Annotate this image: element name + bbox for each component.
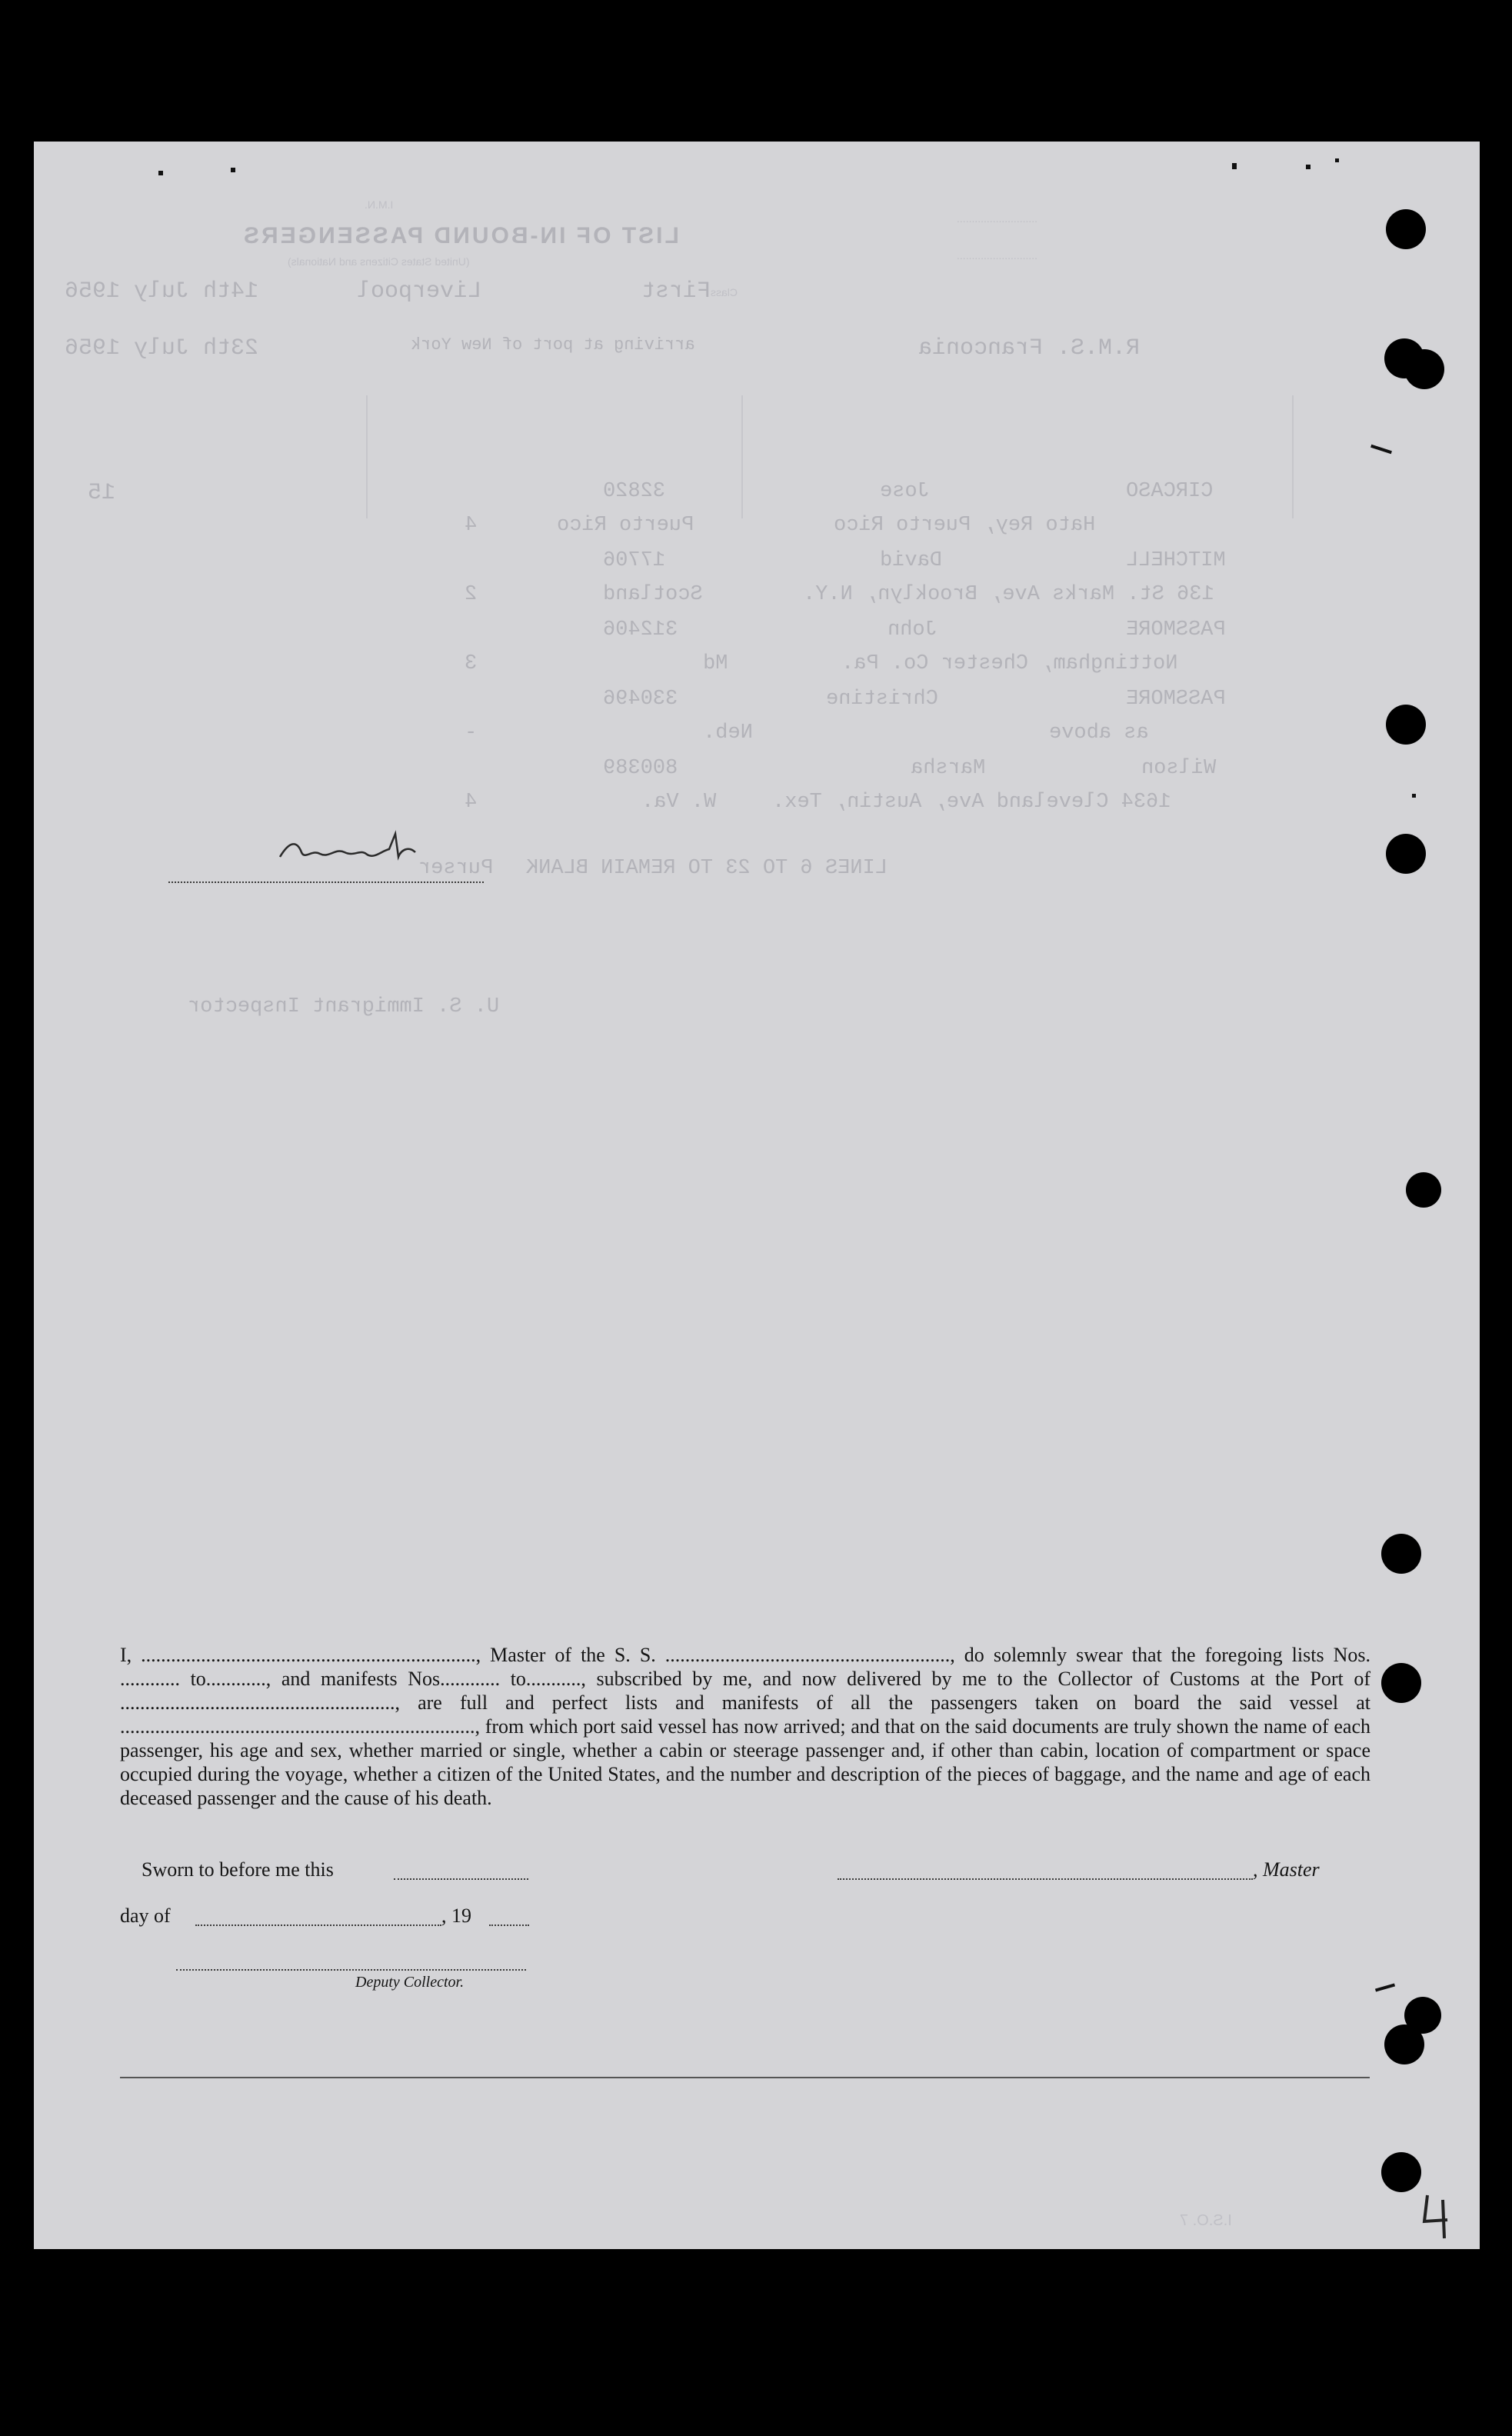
ghost-form-subheader: (United States Citizens and Nationals) (288, 255, 470, 268)
ghost-closing-note: LINES 6 TO 23 TO REMAIN BLANK (526, 857, 888, 880)
ghost-class-label: Class (711, 286, 738, 298)
day-of-line (195, 1924, 441, 1926)
speck (231, 168, 235, 172)
deputy-label: Deputy Collector. (355, 1974, 465, 1991)
master-signature-line (838, 1878, 1253, 1880)
sworn-label: Sworn to before me this (142, 1858, 334, 1881)
manifest-sheet (34, 142, 1480, 2249)
ghost-arriving-text: arriving at port of New York (411, 335, 695, 355)
punch-hole (1384, 2024, 1424, 2064)
punch-hole (1381, 1534, 1421, 1574)
oath-text: I, ..................................................................., Master of the S. S. ........................................................., do solemnly swear that the foregoing lists Nos. ............ to............, and manifests Nos............ to..........., subscribed by me, and now delivered by me to the Collector of Customs at the Port of ......................................................., are full and perfect lists and manifests of all the passengers taken on board the said vessel at ......................................................................., from which port said vessel has now arrived; and that on the said documents are truly shown the name of each passenger, his age and sex, whether married or single, whether a cabin or steerage passenger and, if other than cabin, location of compartment or space occupied during the voyage, whether a citizen of the United States, and the number and description of the pieces of baggage, and the name and age of each deceased passenger and the cause of his death. (120, 1644, 1370, 1809)
ghost-footer-code: I.S.O. 7 (1180, 2212, 1232, 2229)
ghost-row-3-surname: PASSMORE (1126, 618, 1226, 641)
sworn-date-line (394, 1878, 528, 1880)
ghost-row-5-surname: Wilson (1141, 757, 1217, 780)
ghost-row-5-count: 4 (465, 791, 478, 814)
ghost-row-4-given: Christine (826, 688, 938, 711)
speck (1306, 165, 1311, 169)
ghost-vessel-name: R.M.S. Franconia (918, 335, 1141, 362)
ghost-inspector-label: U. S. Immigrant Inspector (188, 995, 500, 1018)
ghost-row-5-number: 800389 (603, 757, 678, 780)
punch-hole (1381, 1663, 1421, 1703)
speck (1335, 158, 1339, 162)
year-line (489, 1924, 529, 1926)
deputy-signature-line (176, 1969, 526, 1971)
ghost-row-2-count: 2 (465, 583, 478, 606)
corner-pencil-mark (1417, 2189, 1463, 2243)
ghost-row-5-place: W. Va. (641, 791, 717, 814)
ghost-row-3-place: Md (703, 652, 728, 675)
ghost-form-header: LIST OF IN-BOUND PASSENGERS (241, 223, 679, 248)
speck (1412, 794, 1416, 798)
speck (1232, 163, 1237, 169)
speck (158, 171, 163, 175)
ghost-row-3-number: 312406 (603, 618, 678, 641)
ghost-row-1-count: 4 (465, 514, 478, 537)
ghost-row-2-address: 136 St. Marks Ave, Brooklyn, N.Y. (803, 583, 1214, 606)
punch-hole (1404, 349, 1444, 389)
ghost-departed-date: 14th July 1956 (65, 278, 259, 305)
punch-hole (1386, 705, 1426, 745)
speck (1370, 445, 1392, 454)
punch-hole (1386, 209, 1426, 249)
ghost-row-1-number: 32820 (603, 480, 666, 503)
punch-hole (1386, 834, 1426, 874)
ghost-row-1-given: Jose (880, 480, 930, 503)
ghost-column-line (366, 395, 368, 518)
ghost-row-3-count: 3 (465, 652, 478, 675)
master-label: , Master (1253, 1858, 1320, 1881)
ghost-row-1-address: Hato Rey, Puerto Rico (834, 514, 1096, 537)
punch-hole (1381, 2152, 1421, 2192)
ghost-column-line (741, 395, 743, 518)
ghost-row-4-address: as above (1049, 721, 1149, 745)
ghost-row-5-address: 1634 Cleveland Ave, Austin, Tex. (772, 791, 1171, 814)
ghost-row-4-count: - (465, 721, 478, 745)
ghost-row-2-number: 17706 (603, 549, 666, 572)
purser-signature-line (168, 881, 484, 883)
ghost-column-line (1292, 395, 1294, 518)
ghost-page-number: 15 (88, 480, 116, 506)
bottom-rule (120, 2077, 1370, 2078)
ghost-row-1-surname: CIRCASO (1126, 480, 1214, 503)
day-of-label: day of (120, 1904, 171, 1927)
ghost-row-4-number: 330496 (603, 688, 678, 711)
ghost-row-3-given: John (888, 618, 938, 641)
ghost-row-2-place: Scotland (603, 583, 703, 606)
ghost-arrival-date: 23th July 1956 (65, 335, 259, 362)
ghost-row-4-place: Neb. (703, 721, 753, 745)
ghost-row-3-address: Nottingham, Chester Co. Pa. (841, 652, 1178, 675)
purser-signature (274, 826, 420, 872)
ghost-side-note: ........................... (957, 212, 1038, 225)
ghost-row-1-place: Puerto Rico (557, 514, 694, 537)
ghost-office-text: I.M.N. (365, 198, 394, 211)
oath-paragraph (120, 1643, 1370, 1810)
ghost-row-4-surname: PASSMORE (1126, 688, 1226, 711)
ghost-class-value: First (641, 278, 711, 305)
ghost-row-5-given: Marsha (911, 757, 986, 780)
ghost-row-2-given: David (880, 549, 943, 572)
year-label: , 19 (441, 1904, 471, 1927)
ghost-row-2-surname: MITCHELL (1126, 549, 1226, 572)
ghost-side-note-2: ........................... (957, 249, 1038, 262)
ghost-from-value: Liverpool (357, 278, 482, 305)
speck (1375, 1983, 1395, 1991)
ghost-purser-label: Purser (418, 857, 494, 880)
punch-hole (1406, 1172, 1441, 1208)
